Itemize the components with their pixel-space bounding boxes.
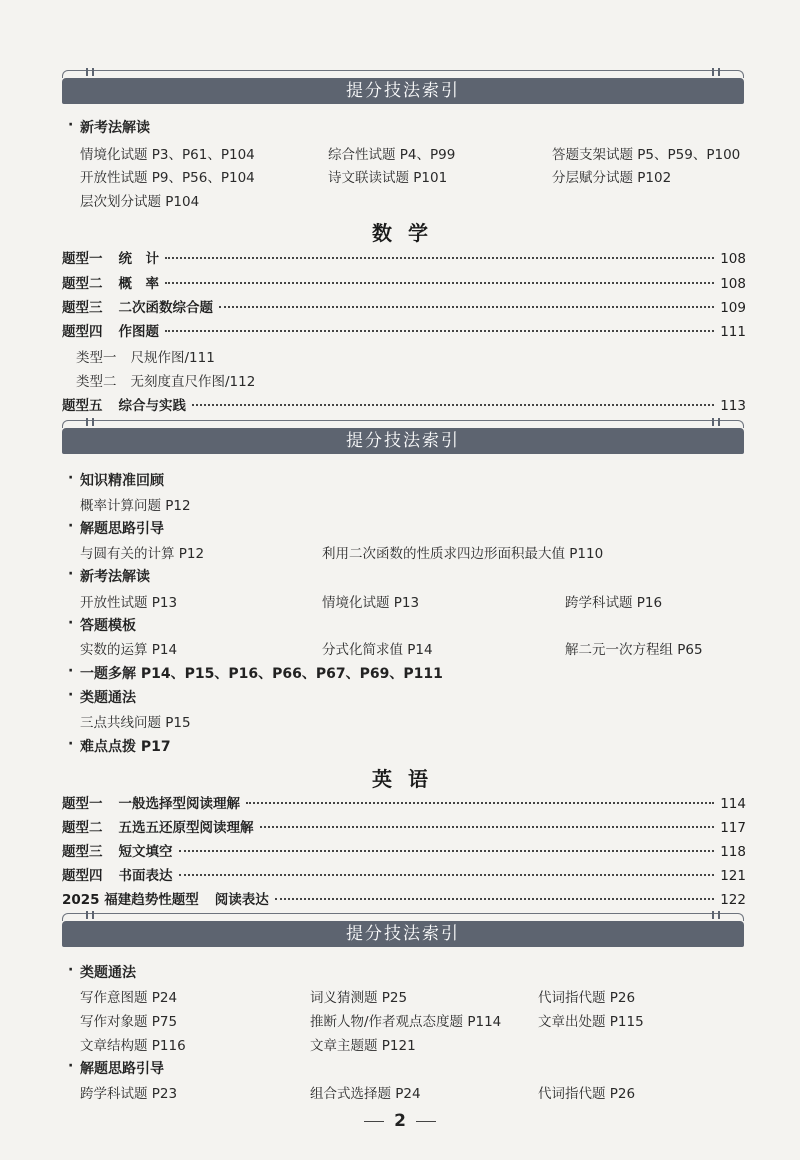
index-heading: · 解题思路引导: [80, 518, 164, 538]
toc-row[interactable]: [62, 296, 746, 316]
toc-row[interactable]: [62, 840, 746, 860]
page-number-value: 2: [394, 1111, 406, 1131]
toc-name: 综合与实践: [118, 398, 186, 414]
toc-row[interactable]: [62, 816, 746, 836]
toc-name: 一般选择型阅读理解: [118, 796, 240, 812]
subject-title-english: 英语: [372, 767, 444, 791]
index-item: 文章主题题 P121: [310, 1038, 416, 1054]
toc-subtype[interactable]: [76, 346, 215, 366]
subtype-label: 类型二: [76, 374, 117, 390]
index-item: 写作对象题 P75: [80, 1014, 178, 1030]
index-heading: · 一题多解 P14、P15、P16、P66、P67、P69、P111: [80, 663, 443, 683]
toc-name: 二次函数综合题: [118, 300, 213, 316]
toc-row[interactable]: [62, 272, 746, 292]
toc-name: 统 计: [118, 251, 159, 267]
index-item: 与圆有关的计算 P12: [80, 546, 205, 562]
index-item: 开放性试题 P13: [80, 595, 178, 611]
index-heading: · 答题模板: [80, 615, 136, 635]
toc-name: 书面表达: [118, 868, 173, 884]
index-heading: · 新考法解读: [80, 566, 150, 586]
toc-page: 111: [720, 324, 746, 340]
toc-row[interactable]: [62, 320, 746, 340]
banner-title: 提分技法索引: [346, 431, 460, 451]
toc-label: 题型五: [62, 398, 103, 414]
subject-title-math: 数学: [372, 221, 444, 245]
toc-label: 题型四: [62, 324, 103, 340]
index-item: 词义猜测题 P25: [310, 990, 408, 1006]
index-heading: · 知识精准回顾: [80, 470, 164, 490]
toc-label: 题型三: [62, 300, 103, 316]
subtype-name: 无刻度直尺作图/112: [130, 374, 256, 390]
index-item: 写作意图题 P24: [80, 990, 178, 1006]
index-item: 文章结构题 P116: [80, 1038, 186, 1054]
index-item: 代词指代题 P26: [538, 1086, 636, 1102]
toc-page: 108: [720, 251, 746, 267]
banner-index-2: [62, 420, 744, 454]
index-heading: · 难点点拨 P17: [80, 736, 171, 756]
toc-name: 概 率: [118, 276, 159, 292]
index-item: 开放性试题 P9、P56、P104: [80, 170, 255, 186]
banner-index-1: [62, 70, 744, 104]
index-item: 概率计算问题 P12: [80, 498, 191, 514]
index-item: 三点共线问题 P15: [80, 715, 191, 731]
toc-page: 121: [720, 868, 746, 884]
toc-label: 题型一: [62, 796, 103, 812]
toc-label: 题型一: [62, 251, 103, 267]
index-item: 组合式选择题 P24: [310, 1086, 421, 1102]
index-item: 分层赋分试题 P102: [552, 170, 672, 186]
toc-row[interactable]: [62, 792, 746, 812]
index-item: 答题支架试题 P5、P59、P100: [552, 147, 741, 163]
toc-page: 118: [720, 844, 746, 860]
toc-page: 117: [720, 820, 746, 836]
toc-name: 五选五还原型阅读理解: [118, 820, 254, 836]
banner-title: 提分技法索引: [346, 81, 460, 101]
toc-row[interactable]: [62, 864, 746, 884]
index-item: 利用二次函数的性质求四边形面积最大值 P110: [322, 546, 604, 562]
toc-name: 作图题: [118, 324, 159, 340]
index-item: 跨学科试题 P23: [80, 1086, 178, 1102]
toc-page: 109: [720, 300, 746, 316]
page-number: [0, 1111, 800, 1131]
index-heading: · 新考法解读: [80, 117, 150, 137]
index-item: 分式化简求值 P14: [322, 642, 433, 658]
toc-row[interactable]: [62, 394, 746, 414]
index-item: 层次划分试题 P104: [80, 194, 200, 210]
index-item: 解二元一次方程组 P65: [565, 642, 703, 658]
toc-label: 题型四: [62, 868, 103, 884]
toc-name: 阅读表达: [214, 892, 269, 908]
toc-name: 短文填空: [118, 844, 173, 860]
index-item: 文章出处题 P115: [538, 1014, 644, 1030]
index-item: 推断人物/作者观点态度题 P114: [310, 1014, 502, 1030]
subtype-name: 尺规作图/111: [130, 350, 215, 366]
index-item: 代词指代题 P26: [538, 990, 636, 1006]
toc-page: 113: [720, 398, 746, 414]
toc-row[interactable]: [62, 888, 746, 908]
banner-title: 提分技法索引: [346, 924, 460, 944]
toc-page: 114: [720, 796, 746, 812]
toc-page: 108: [720, 276, 746, 292]
index-item: 诗文联读试题 P101: [328, 170, 448, 186]
toc-subtype[interactable]: [76, 370, 255, 390]
toc-label: 题型三: [62, 844, 103, 860]
toc-page: 122: [720, 892, 746, 908]
index-item: 情境化试题 P13: [322, 595, 420, 611]
index-heading: · 类题通法: [80, 962, 136, 982]
subtype-label: 类型一: [76, 350, 117, 366]
toc-row[interactable]: [62, 247, 746, 267]
index-item: 情境化试题 P3、P61、P104: [80, 147, 255, 163]
index-heading: · 类题通法: [80, 687, 136, 707]
index-item: 综合性试题 P4、P99: [328, 147, 456, 163]
toc-label: 题型二: [62, 276, 103, 292]
toc-label: 2025 福建趋势性题型: [62, 892, 199, 908]
index-item: 跨学科试题 P16: [565, 595, 663, 611]
banner-index-3: [62, 913, 744, 947]
index-item: 实数的运算 P14: [80, 642, 178, 658]
index-heading: · 解题思路引导: [80, 1058, 164, 1078]
toc-label: 题型二: [62, 820, 103, 836]
